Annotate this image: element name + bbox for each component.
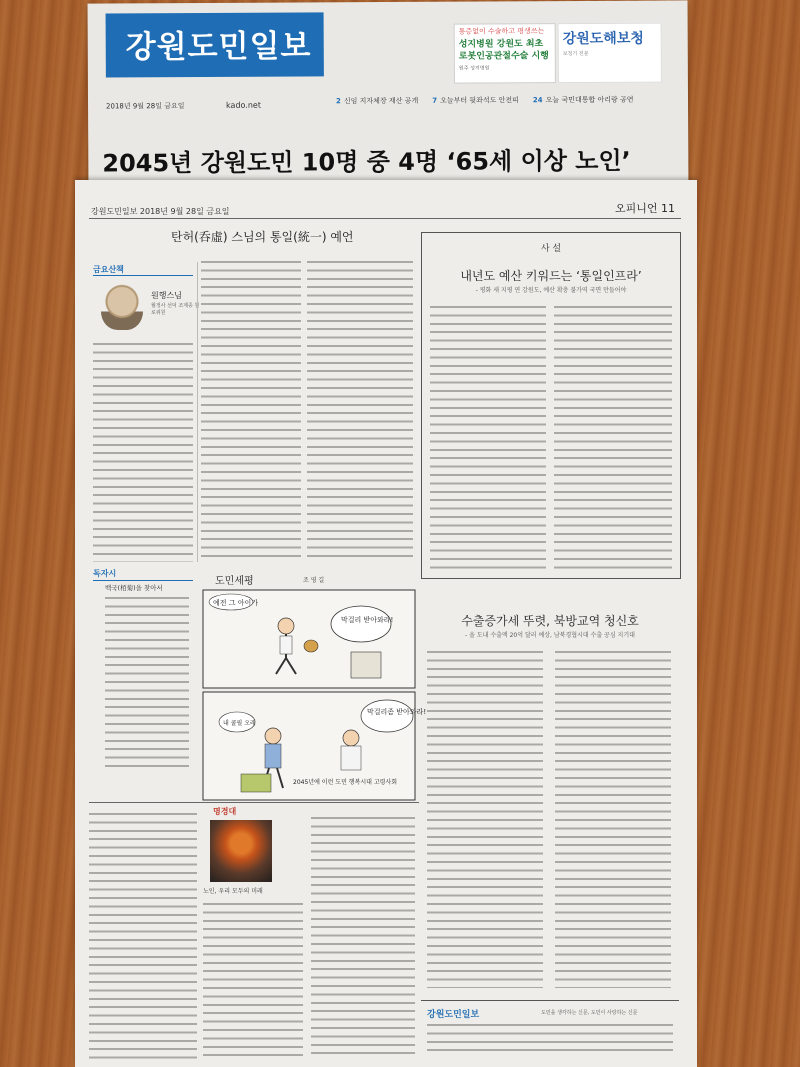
second-editorial-body xyxy=(427,648,543,988)
hospital-ad xyxy=(454,23,556,84)
footer-tagline: 도민을 생각하는 신문, 도민이 사랑하는 신문 xyxy=(541,1010,638,1016)
second-editorial-body xyxy=(555,648,671,988)
editorial-label: 사 설 xyxy=(540,244,562,254)
bottom-article-body xyxy=(89,810,197,1060)
readers-poem-body xyxy=(105,594,189,770)
hearing-aid-ad-sub: 보청기 전문 xyxy=(562,50,589,58)
cartoon-author: 조 영 길 xyxy=(303,577,325,584)
hospital-ad-small: 원주 성지병원 xyxy=(458,65,490,72)
cartoon-bubble-text: 내 쿨필 오래 xyxy=(223,720,256,727)
op-column-body xyxy=(201,258,301,558)
front-headline: 2045년 강원도민 10명 중 4명 ‘65세 이상 노인’ xyxy=(102,146,631,178)
footer-info xyxy=(427,1021,673,1057)
footer-box xyxy=(421,1000,679,1061)
op-column-body xyxy=(93,340,193,562)
teaser-item: 24 오늘 국민대통합 아리랑 공연 xyxy=(532,95,634,105)
editorial-subtitle: - 평화 새 지평 연 강원도, 예산 확충 불가역 국면 만들어야 xyxy=(475,287,627,294)
op-column-tag: 금요산책 xyxy=(93,265,124,274)
readers-poem-title: 백국(栢菊)을 찾아서 xyxy=(105,584,163,592)
masthead-site: kado.net xyxy=(226,100,261,110)
editorial-cartoon xyxy=(201,570,427,802)
second-editorial-subtitle: - 올 도내 수출액 20억 달러 예상, 남북경협시대 수출 공심 지기대 xyxy=(465,632,635,639)
hospital-ad-main: 성지병원 강원도 최초 로봇인공관절수술 시행 xyxy=(458,39,549,62)
cartoon-caption: 2045년에 이런 도민 행복시대 고령사회 xyxy=(293,779,398,786)
editorial-body xyxy=(554,303,672,571)
column-divider xyxy=(197,262,198,562)
masthead-title: 강원도민일보 xyxy=(125,28,312,66)
masthead-date: 2018년 9월 28일 금요일 xyxy=(106,102,185,111)
op-tag-rule xyxy=(93,275,193,276)
teaser-item: 2 신임 지자체장 재산 공개 xyxy=(336,96,419,106)
hospital-ad-top: 통증없이 수술하고 평생쓰는 xyxy=(458,27,545,36)
editorial-box xyxy=(421,232,681,579)
hearing-aid-ad-title: 강원도해보청 xyxy=(562,30,644,48)
myeonggyeongdae-photo xyxy=(210,820,272,882)
cartoon-drawing xyxy=(201,588,427,804)
myeonggyeongdae-body xyxy=(203,900,303,1060)
readers-tag-rule xyxy=(93,580,193,581)
op-column-body xyxy=(307,258,413,558)
op-column-title: 탄허(呑虛) 스님의 통일(統一) 예언 xyxy=(171,230,354,244)
section-divider xyxy=(89,802,419,803)
opinion-page xyxy=(75,180,697,1067)
cartoon-title: 도민세평 xyxy=(215,576,254,587)
teaser-row xyxy=(336,94,686,106)
myeonggyeongdae-caption: 노인, 우리 모두의 미래 xyxy=(203,888,263,895)
author-info: 월정사 선덕 조계종 원로위원 xyxy=(151,303,200,316)
hearing-aid-ad xyxy=(558,23,662,84)
author-photo xyxy=(101,284,143,330)
readers-poem-tag: 독자시 xyxy=(93,569,117,578)
editorial-body xyxy=(430,303,546,571)
page-header-left: 강원도민일보 2018년 9월 28일 금요일 xyxy=(91,207,230,216)
author-name: 원행스님 xyxy=(151,291,182,300)
page-header-right: 오피니언 11 xyxy=(615,202,675,215)
masthead xyxy=(106,12,324,77)
cartoon-bubble-text: 막걸리좀 받아와라! xyxy=(367,708,427,716)
myeonggyeongdae-tag: 명경대 xyxy=(213,807,237,816)
editorial-title: 내년도 예산 키워드는 ‘통일인프라’ xyxy=(460,269,642,283)
second-editorial-title: 수출증가세 뚜렷, 북방교역 청신호 xyxy=(461,614,639,628)
cartoon-bubble-text: 예전 그 아이가 xyxy=(213,599,259,607)
teaser-item: 7 오늘부터 뒷좌석도 안전띠 xyxy=(432,96,519,105)
header-rule xyxy=(89,218,681,219)
newspaper-front-page xyxy=(88,0,689,193)
cartoon-bubble-text: 막걸리 받아와라! xyxy=(341,616,394,624)
myeonggyeongdae-body xyxy=(311,814,415,1060)
footer-logo: 강원도민일보 xyxy=(427,1010,480,1020)
